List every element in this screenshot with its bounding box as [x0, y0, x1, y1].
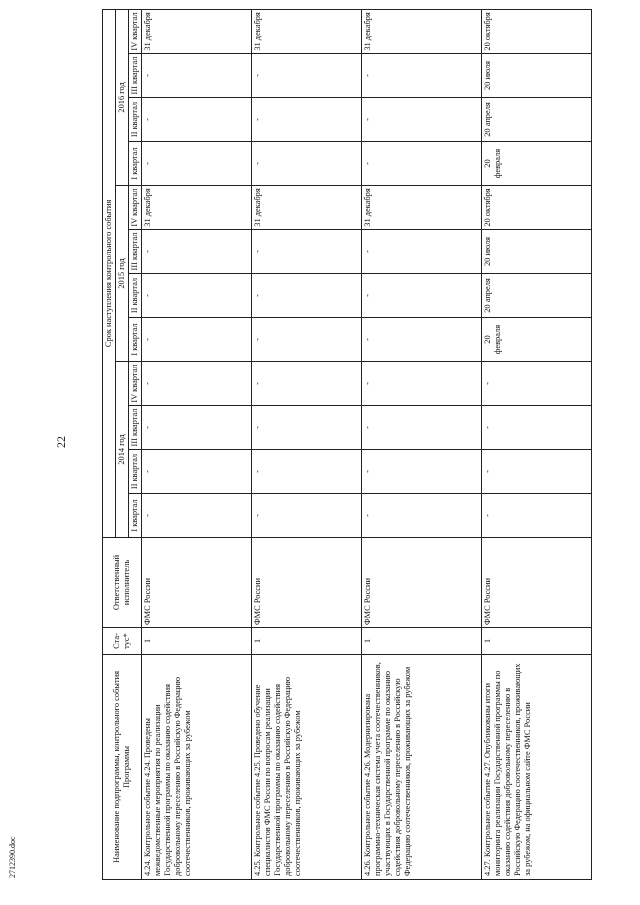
table-row	[142, 9, 252, 879]
row-number: 4.25.	[253, 859, 262, 876]
page-number: 22	[54, 436, 68, 448]
header-quarter: I квартал	[129, 494, 142, 538]
header-quarter: IV квартал	[129, 9, 142, 53]
quarter-cell: -	[362, 450, 482, 494]
event-name: Контрольное событие 4.24. Проведены межведомственные мероприятия по реализации Государственной программы по оказанию содействия добровольному переселению в Российскую Федерацию соотечественников, проживающих за рубежом	[143, 676, 192, 876]
quarter-cell: -	[142, 230, 252, 274]
event-name-cell	[252, 655, 362, 880]
event-name-cell	[482, 655, 592, 880]
quarter-cell: -	[252, 450, 362, 494]
quarter-cell: 31 декабря	[142, 9, 252, 53]
quarter-cell: -	[252, 98, 362, 142]
quarter-cell: -	[252, 318, 362, 362]
executor-cell: ФМС России	[252, 538, 362, 628]
executor-cell: ФМС России	[482, 538, 592, 628]
quarter-cell: -	[252, 142, 362, 186]
header-quarter: III квартал	[129, 54, 142, 98]
event-name: Контрольное событие 4.27. Опубликованы итоги мониторинга реализации Государственной программы по оказанию содействия добровольному переселению в Российскую Федерацию соотечественников, проживающих за рубежом, на официальном сайте ФМС России	[483, 663, 532, 876]
header-quarter: IV квартал	[129, 362, 142, 406]
executor-cell: ФМС России	[362, 538, 482, 628]
status-cell: 1	[482, 628, 592, 655]
quarter-cell: 20 октября	[482, 186, 592, 230]
quarter-cell: 20 апреля	[482, 274, 592, 318]
quarter-cell: -	[252, 494, 362, 538]
event-name: Контрольное событие 4.26. Модернизирована программно-техническая система учета соотечественников, участвующих в Государственной программе по оказанию содействия добровольному переселению в Российскую Федерацию соотечественников, проживающих за рубежом	[363, 662, 412, 876]
status-cell: 1	[142, 628, 252, 655]
header-quarter: I квартал	[129, 142, 142, 186]
header-executor: Ответственный исполнитель	[103, 538, 142, 628]
table-row	[252, 9, 362, 879]
header-year-2015: 2015 год	[116, 186, 129, 362]
quarter-cell: -	[142, 142, 252, 186]
header-quarter: III квартал	[129, 406, 142, 450]
quarter-cell: -	[482, 450, 592, 494]
quarter-cell: -	[142, 450, 252, 494]
quarter-cell: -	[362, 318, 482, 362]
table-row	[362, 9, 482, 879]
row-number: 4.26.	[363, 859, 372, 876]
quarter-cell: -	[482, 494, 592, 538]
header-quarter: IV квартал	[129, 186, 142, 230]
quarter-cell: 31 декабря	[142, 186, 252, 230]
header-year-2014: 2014 год	[116, 362, 129, 538]
quarter-cell: -	[142, 494, 252, 538]
quarter-cell: -	[362, 494, 482, 538]
quarter-cell: -	[142, 54, 252, 98]
quarter-cell: -	[252, 406, 362, 450]
header-quarter: II квартал	[129, 450, 142, 494]
quarter-cell: -	[142, 362, 252, 406]
quarter-cell: -	[362, 54, 482, 98]
quarter-cell: -	[362, 230, 482, 274]
quarter-cell: 31 декабря	[252, 9, 362, 53]
rotated-table-wrapper	[102, 10, 607, 880]
header-status: Ста-тус*	[103, 628, 142, 655]
quarter-cell: -	[252, 362, 362, 406]
header-quarter: II квартал	[129, 98, 142, 142]
quarter-cell: -	[142, 98, 252, 142]
quarter-cell: 20 июля	[482, 54, 592, 98]
quarter-cell: 20 октября	[482, 9, 592, 53]
quarter-cell: -	[362, 142, 482, 186]
header-deadline: Срок наступления контрольного события	[103, 9, 116, 537]
quarter-cell: -	[142, 274, 252, 318]
event-name: Контрольное событие 4.25. Проведено обучение специалистов ФМС России по вопросам реализации Государственной программы по оказанию содействия добровольному переселению в Российскую Федерацию соотечественников, проживающих за рубежом	[253, 676, 302, 876]
footer-filename: 2712390.doc	[8, 836, 17, 878]
quarter-cell: -	[252, 54, 362, 98]
quarter-cell: -	[362, 406, 482, 450]
header-quarter: I квартал	[129, 318, 142, 362]
quarter-cell: -	[362, 274, 482, 318]
status-cell: 1	[252, 628, 362, 655]
quarter-cell: 20 июля	[482, 230, 592, 274]
header-quarter: III квартал	[129, 230, 142, 274]
control-events-table	[102, 9, 592, 880]
row-number: 4.24.	[143, 859, 152, 876]
quarter-cell: 31 декабря	[252, 186, 362, 230]
row-number: 4.27.	[483, 859, 492, 876]
quarter-cell: 31 декабря	[362, 9, 482, 53]
status-cell: 1	[362, 628, 482, 655]
quarter-cell: -	[362, 98, 482, 142]
quarter-cell: -	[252, 274, 362, 318]
quarter-cell: -	[362, 362, 482, 406]
quarter-cell: -	[482, 362, 592, 406]
quarter-cell: 20 февраля	[482, 142, 592, 186]
table-row	[482, 9, 592, 879]
event-name-cell	[362, 655, 482, 880]
quarter-cell: 20 февраля	[482, 318, 592, 362]
executor-cell: ФМС России	[142, 538, 252, 628]
quarter-cell: -	[482, 406, 592, 450]
quarter-cell: -	[142, 406, 252, 450]
header-name: Наименование подпрограммы, контрольного события Программы	[103, 655, 142, 880]
quarter-cell: -	[252, 230, 362, 274]
event-name-cell	[142, 655, 252, 880]
quarter-cell: 31 декабря	[362, 186, 482, 230]
header-quarter: II квартал	[129, 274, 142, 318]
quarter-cell: -	[142, 318, 252, 362]
header-year-2016: 2016 год	[116, 9, 129, 185]
quarter-cell: 20 апреля	[482, 98, 592, 142]
